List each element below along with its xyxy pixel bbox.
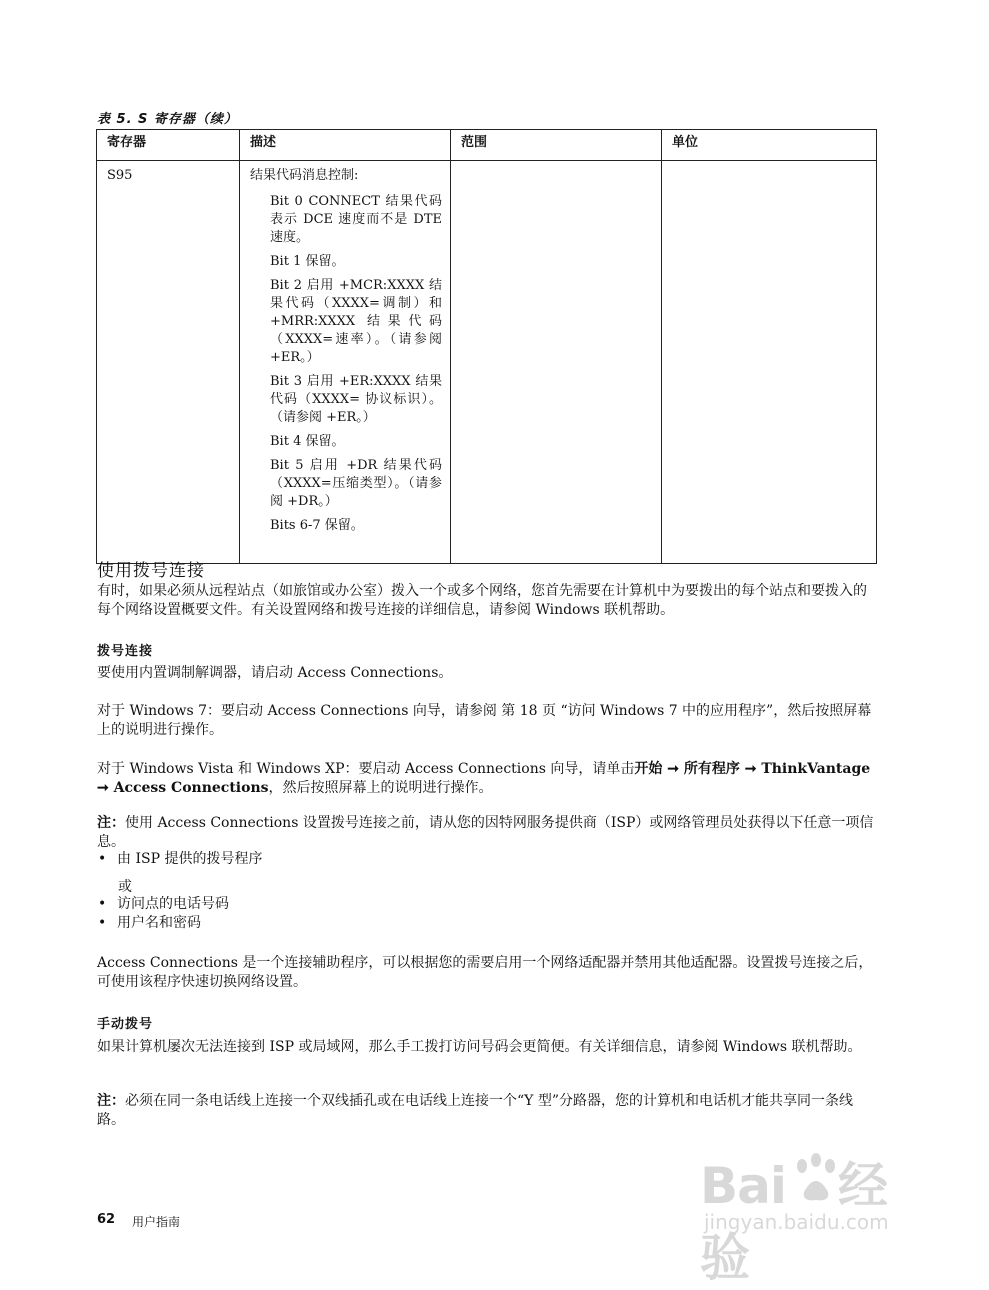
section-intro: 有时，如果必须从远程站点（如旅馆或办公室）拨入一个或多个网络，您首先需要在计算机中为要拨出的每个站点和要拨入的每个网络设置概要文件。有关设置网络和拨号连接的详细信息，请参阅 Windows 联机帮助。	[97, 583, 867, 618]
manual-dial-note	[97, 1092, 877, 1130]
cell-unit	[662, 161, 877, 564]
table-header-row	[97, 130, 877, 161]
dial-paragraph-vista-xp	[97, 760, 877, 798]
dial-paragraph-1: 要使用内置调制解调器，请启动 Access Connections。	[97, 665, 453, 681]
cell-range	[451, 161, 662, 564]
header-unit: 单位	[662, 130, 877, 161]
bit-1-description: Bit 1 保留。	[270, 254, 345, 269]
page-number: 62	[97, 1212, 116, 1227]
note-label: 注：	[97, 815, 125, 831]
note-text: 使用 Access Connections 设置拨号连接之前，请从您的因特网服务提供商（ISP）或网络管理员处获得以下任意一项信息。	[97, 815, 874, 850]
paw-icon	[792, 1152, 840, 1204]
menu-path: 开始 ➞ 所有程序 ➞ ThinkVantage ➞ Access Connections	[97, 761, 871, 796]
vista-xp-text: 对于 Windows Vista 和 Windows XP：要启动 Access Connections 向导，请单击	[97, 761, 635, 777]
or-text: 或	[118, 879, 132, 895]
manual-dial-heading: 手动拨号	[97, 1017, 154, 1032]
header-description: 描述	[240, 130, 451, 161]
access-connections-paragraph: Access Connections 是一个连接辅助程序，可以根据您的需要启用一个网络适配器并禁用其他适配器。设置拨号连接之后，可使用该程序快速切换网络设置。	[97, 955, 873, 990]
list-item: • 由 ISP 提供的拨号程序	[97, 850, 877, 869]
info-list-second	[97, 895, 877, 933]
header-register: 寄存器	[97, 130, 240, 161]
bit-2-description: Bit 2 启用 +MCR:XXXX 结果代码（XXXX=调制）和 +MRR:XXXX 结果代码（XXXX=速率）。（请参阅 +ER。）	[270, 278, 442, 365]
info-list-first	[97, 850, 877, 869]
bit-4-description: Bit 4 保留。	[270, 434, 345, 449]
dial-paragraph-windows7: 对于 Windows 7：要启动 Access Connections 向导，请参阅 第 18 页 “访问 Windows 7 中的应用程序”，然后按照屏幕上的说明进行操作。	[97, 703, 872, 738]
note-label: 注：	[97, 1093, 125, 1109]
dial-note	[97, 814, 877, 852]
watermark-brand-text: Bai	[700, 1157, 786, 1215]
s-register-table	[96, 129, 877, 564]
watermark-brand-tail: 经验	[700, 1157, 887, 1287]
list-item: • 访问点的电话号码	[97, 895, 877, 914]
manual-dial-paragraph: 如果计算机屡次无法连接到 ISP 或局域网，那么手工拨打访问号码会更简便。有关详细信息，请参阅 Windows 联机帮助。	[97, 1039, 862, 1055]
table-row	[97, 161, 877, 564]
note-text: 必须在同一条电话线上连接一个双线插孔或在电话线上连接一个“Y 型”分路器，您的计算机和电话机才能共享同一条线路。	[97, 1093, 854, 1128]
list-item: • 用户名和密码	[97, 914, 877, 933]
table-caption: 表 5. S 寄存器（续）	[97, 112, 238, 127]
dial-connection-heading: 拨号连接	[97, 644, 154, 659]
watermark-url: jingyan.baidu.com	[704, 1210, 889, 1234]
cell-register: S95	[97, 161, 240, 564]
cell-description	[240, 161, 451, 564]
baidu-jingyan-watermark	[700, 1142, 930, 1287]
vista-xp-text-tail: ，然后按照屏幕上的说明进行操作。	[268, 780, 493, 796]
bit-3-description: Bit 3 启用 +ER:XXXX 结果代码（XXXX= 协议标识）。（请参阅 +ER。）	[270, 374, 442, 425]
description-intro: 结果代码消息控制:	[250, 168, 359, 183]
footer-title: 用户指南	[132, 1215, 181, 1229]
bits-6-7-description: Bits 6-7 保留。	[270, 518, 364, 533]
header-range: 范围	[451, 130, 662, 161]
bit-5-description: Bit 5 启用 +DR 结果代码（XXXX=压缩类型）。（请参阅 +DR。）	[270, 458, 442, 509]
bit-0-description: Bit 0 CONNECT 结果代码表示 DCE 速度而不是 DTE 速度。	[270, 194, 442, 245]
section-title: 使用拨号连接	[97, 561, 205, 581]
